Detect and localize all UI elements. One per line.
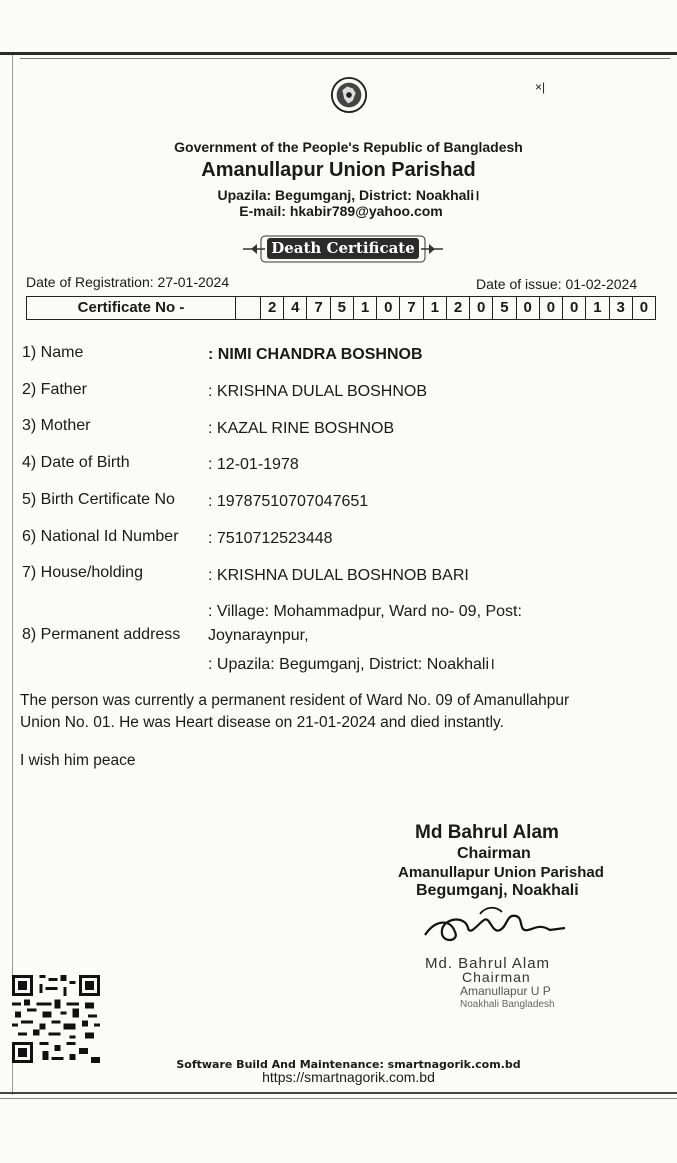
dob-value: : 12-01-1978 [208,456,299,473]
certificate-digit: 1 [586,297,609,319]
certificate-digit: 1 [424,297,447,319]
handwritten-signature [420,900,570,950]
nid-value: : 7510712523448 [208,530,333,547]
government-emblem-icon [330,76,368,114]
banner-title: Death Certificate [267,238,419,259]
bottom-border [0,1092,677,1094]
seal-title: Chairman [462,969,531,985]
certificate-number-box [26,296,656,320]
father-label: 2) Father [22,381,87,398]
certificate-digit: 5 [331,297,354,319]
house-value: : KRISHNA DULAL BOSHNOB BARI [208,567,469,584]
certificate-number-spacer [236,297,261,319]
certificate-digits [261,297,655,319]
certificate-digit: 0 [517,297,540,319]
certificate-digit: 2 [447,297,470,319]
address-line: Joynaraynpur, [208,627,309,644]
certificate-digit: 7 [400,297,423,319]
address-label: 8) Permanent address [22,626,181,643]
certificate-banner [243,234,443,264]
address-line: : Village: Mohammadpur, Ward no- 09, Post: [208,603,522,620]
mother-value: : KAZAL RINE BOSHNOB [208,420,395,437]
certificate-digit: 0 [377,297,400,319]
name-label: 1) Name [22,344,84,361]
issue-date: Date of issue: 01-02-2024 [476,276,638,292]
nid-label: 6) National Id Number [22,528,179,545]
top-border-inner [20,58,670,59]
union-email: E-mail: hkabir789@yahoo.com [239,203,443,219]
corner-mark: ×| [535,80,546,94]
signatory-name: Md Bahrul Alam [415,822,559,843]
certificate-digit: 0 [540,297,563,319]
dob-label: 4) Date of Birth [22,454,130,471]
signatory-org: Amanullapur Union Parishad [398,864,604,881]
software-credit: Software Build And Maintenance: smartnagorik.com.bd [176,1058,521,1071]
statement-line-2: Union No. 01. He was Heart disease on 21-01-2024 and died instantly. [20,714,504,731]
certificate-digit: 0 [470,297,493,319]
certificate-digit: 5 [493,297,516,319]
birth-cert-label: 5) Birth Certificate No [22,491,175,508]
father-value: : KRISHNA DULAL BOSHNOB [208,383,428,400]
mother-label: 3) Mother [22,417,91,434]
certificate-digit: 0 [639,299,649,316]
house-label: 7) House/holding [22,564,143,581]
certificate-digit: 0 [563,297,586,319]
statement-paragraph [20,690,660,734]
union-title: Amanullapur Union Parishad [201,159,476,181]
union-address: Upazila: Begumganj, District: Noakhali। [217,187,480,203]
bottom-border-inner [0,1098,677,1099]
registration-date: Date of Registration: 27-01-2024 [26,274,230,290]
seal-country: Noakhali Bangladesh [460,999,555,1010]
certificate-number-label: Certificate No - [27,297,236,319]
statement-line-1: The person was currently a permanent resident of Ward No. 09 of Amanullahpur [20,692,570,709]
certificate-digit: 4 [284,297,307,319]
government-title: Government of the People's Republic of Bangladesh [174,139,523,155]
seal-name: Md. Bahrul Alam [425,955,551,972]
address-line: : Upazila: Begumganj, District: Noakhali। [208,656,496,673]
website-link[interactable]: https://smartnagorik.com.bd [262,1069,435,1085]
certificate-digit: 2 [261,297,284,319]
signatory-place: Begumganj, Noakhali [416,882,579,899]
seal-org: Amanullapur U P [460,984,551,998]
closing-line: I wish him peace [20,752,136,769]
name-value: : NIMI CHANDRA BOSHNOB [208,346,423,363]
certificate-digit: 7 [307,297,330,319]
signatory-title: Chairman [457,845,531,862]
top-border [0,52,677,55]
certificate-digit: 1 [354,297,377,319]
certificate-digit: 3 [610,297,633,319]
qr-code-icon [12,975,100,1063]
birth-cert-value: : 19787510707047651 [208,493,369,510]
